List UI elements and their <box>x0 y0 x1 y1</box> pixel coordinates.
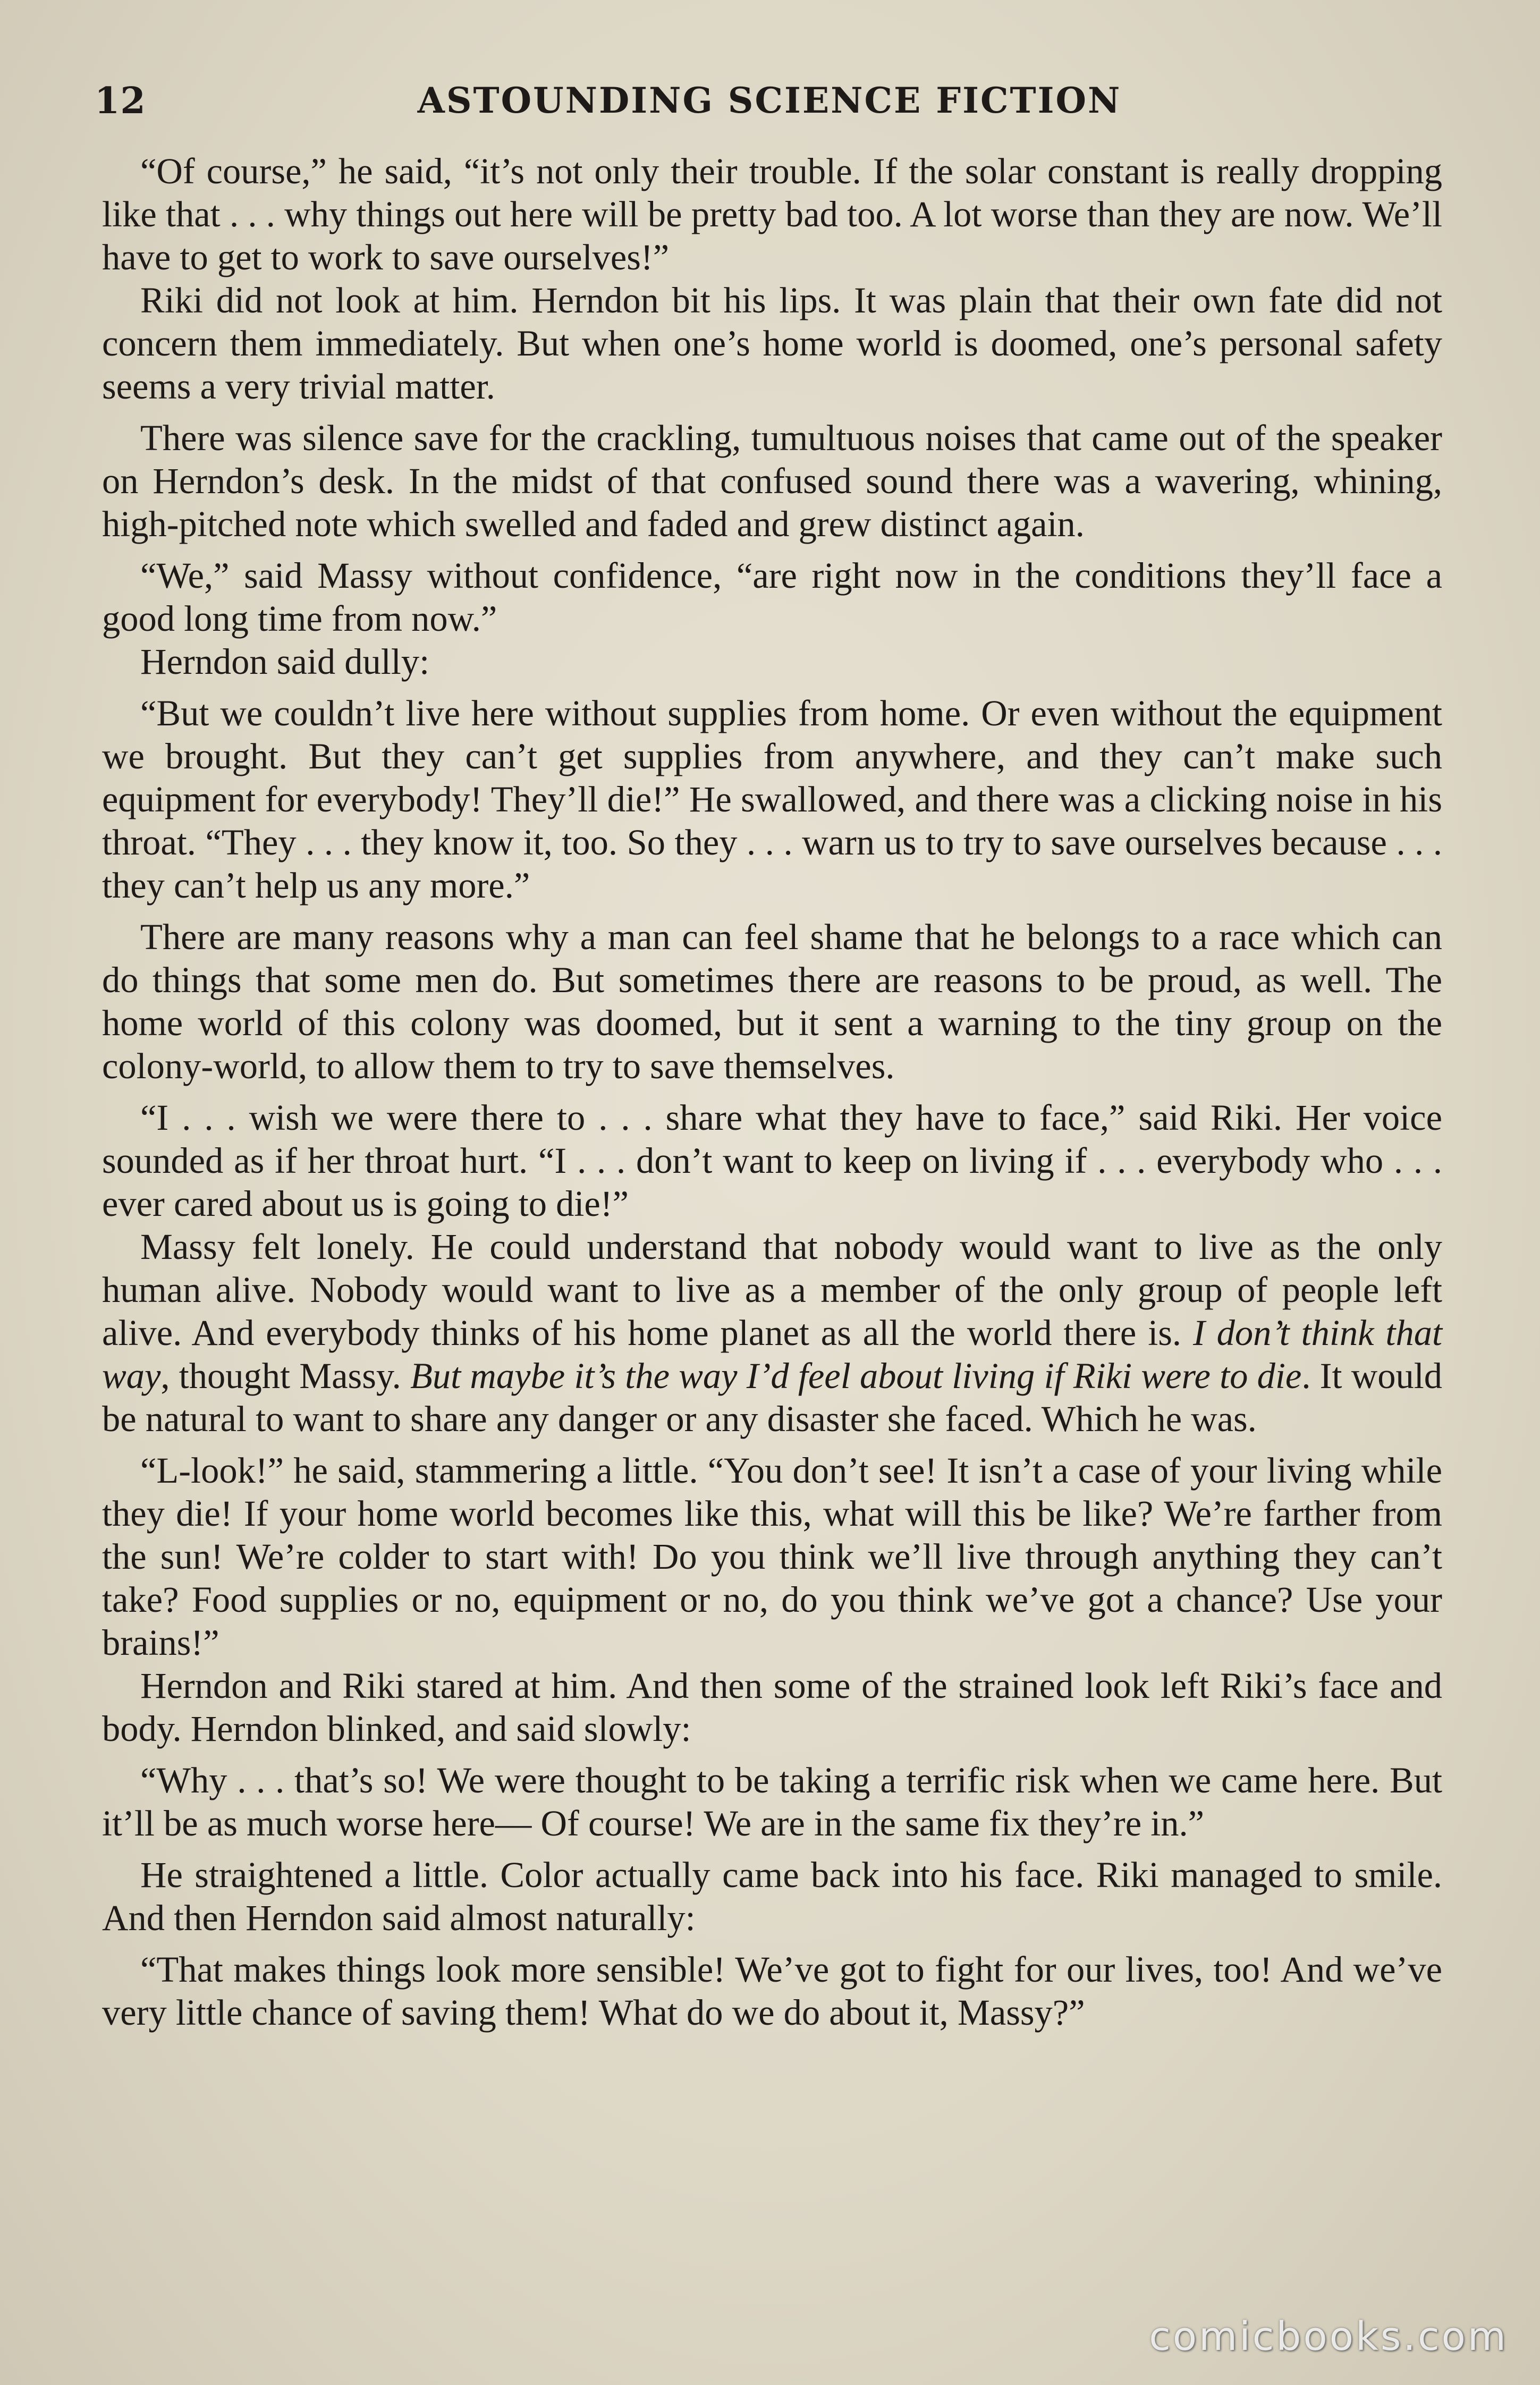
paragraph-9 <box>102 1225 1442 1441</box>
paragraph-4 <box>102 554 1442 640</box>
paragraph-14 <box>102 1948 1442 2034</box>
paragraph-8 <box>102 1096 1442 1225</box>
page-header <box>95 80 1444 133</box>
paragraph-11 <box>102 1664 1442 1750</box>
paragraph-text: “We,” said Massy without confidence, “are right now in the conditions they’ll face a good long time from now.” <box>102 555 1442 639</box>
paragraph-text: Massy felt lonely. He could understand that nobody would want to live as the only human alive. Nobody would want to live as a member of the only group of people left alive. And everybody thinks of his home planet as all the world there is. <box>102 1227 1442 1353</box>
paragraph-13 <box>102 1854 1442 1940</box>
paragraph-12 <box>102 1759 1442 1845</box>
italic-thought: I don’t think that way <box>102 1313 1442 1396</box>
paragraph-text: Riki did not look at him. Herndon bit his lips. It was plain that their own fate did not concern them immediately. But when one’s home world is doomed, one’s personal safety seems a very trivial matter. <box>102 280 1442 407</box>
paragraph-3 <box>102 417 1442 546</box>
paragraph-text: Herndon said dully: <box>140 641 430 682</box>
paragraph-text: “Of course,” he said, “it’s not only their trouble. If the solar constant is really dropping like that . . . why things out here will be pretty bad too. A lot worse than they are now. We’ll have to get to work to save ourselves!” <box>102 151 1442 277</box>
paragraph-text: “I . . . wish we were there to . . . share what they have to face,” said Riki. Her voice sounded as if her throat hurt. “I . . . don’t want to keep on living if . . . everybody who . . . ever cared about us is going to die!” <box>102 1097 1442 1224</box>
paragraph-text: “Why . . . that’s so! We were thought to be taking a terrific risk when we came here. But it’ll be as much worse here— Of course! We are in the same fix they’re in.” <box>102 1760 1442 1843</box>
paragraph-10 <box>102 1449 1442 1664</box>
running-title: ASTOUNDING SCIENCE FICTION <box>417 80 1122 121</box>
page-number: 12 <box>95 80 146 122</box>
paragraph-text: He straightened a little. Color actually came back into his face. Riki managed to smile. And then Herndon said almost naturally: <box>102 1855 1442 1938</box>
italic-thought: But maybe it’s the way I’d feel about living if Riki were to die <box>410 1356 1302 1396</box>
watermark: comicbooks.com <box>1149 2314 1508 2359</box>
paragraph-2 <box>102 279 1442 408</box>
paragraph-text: “That makes things look more sensible! We’ve got to fight for our lives, too! And we’ve very little chance of saving them! What do we do about it, Massy?” <box>102 1949 1442 2033</box>
paragraph-text: “L-look!” he said, stammering a little. “You don’t see! It isn’t a case of your living while they die! If your home world becomes like this, what will this be like? We’re farther from the sun! We’re colder to start with! Do you think we’ll live through anything they can’t take? Food supplies or no, equipment or no, do you think we’ve got a chance? Use your brains!” <box>102 1450 1442 1663</box>
paragraph-text: Herndon and Riki stared at him. And then some of the strained look left Riki’s face and body. Herndon blinked, and said slowly: <box>102 1665 1442 1749</box>
paragraph-7 <box>102 916 1442 1088</box>
story-text <box>102 150 1442 2034</box>
paragraph-text: , thought Massy. <box>160 1356 411 1396</box>
paragraph-text: There was silence save for the crackling, tumultuous noises that came out of the speaker on Herndon’s desk. In the midst of that confused sound there was a wavering, whining, high-pitched note which swelled and faded and grew distinct again. <box>102 418 1442 544</box>
paragraph-text: . It would be natural to want to share any danger or any disaster she faced. Which he was. <box>102 1356 1442 1439</box>
paragraph-6 <box>102 692 1442 907</box>
paragraph-1 <box>102 150 1442 279</box>
paragraph-text: “But we couldn’t live here without supplies from home. Or even without the equipment we brought. But they can’t get supplies from anywhere, and they can’t make such equipment for everybody! They’ll die!” He swallowed, and there was a clicking noise in his throat. “They . . . they know it, too. So they . . . warn us to try to save ourselves because . . . they can’t help us any more.” <box>102 693 1442 906</box>
paragraph-5 <box>102 640 1442 683</box>
paragraph-text: There are many reasons why a man can feel shame that he belongs to a race which can do things that some men do. But sometimes there are reasons to be proud, as well. The home world of this colony was doomed, but it sent a warning to the tiny group on the colony-world, to allow them to try to save themselves. <box>102 917 1442 1086</box>
